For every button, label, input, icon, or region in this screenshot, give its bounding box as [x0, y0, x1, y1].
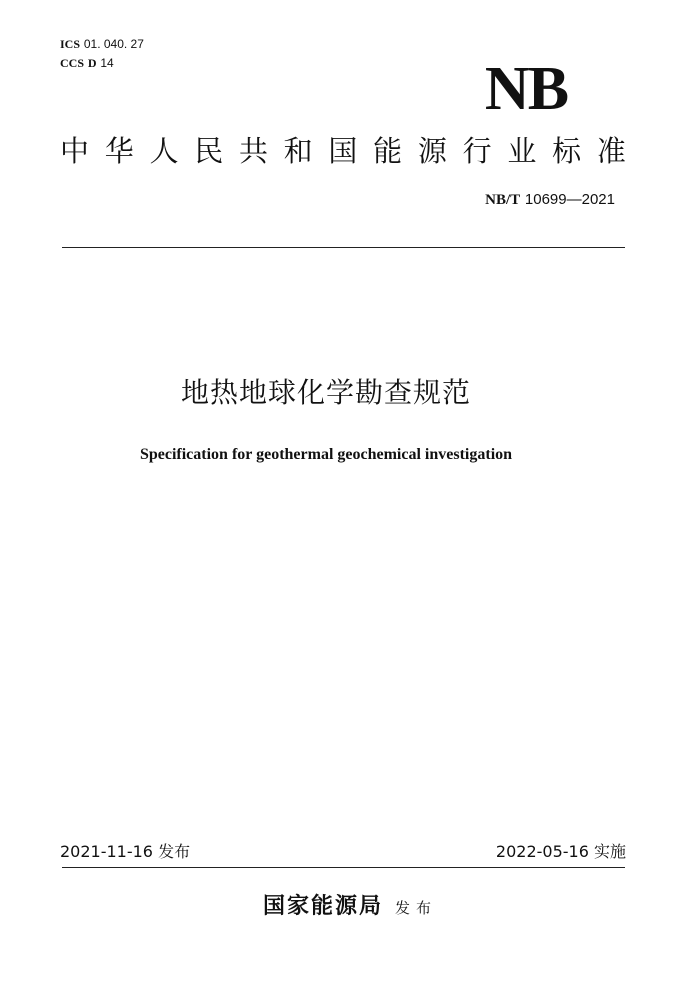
standard-number	[485, 190, 615, 209]
document-title-chinese: 地热地球化学勘查规范	[180, 376, 471, 409]
document-title-english: Specification for geothermal geochemical investigation	[139, 446, 513, 463]
issue-date: 2021-11-16 发布	[60, 842, 191, 861]
standard-type-char: 人	[149, 134, 179, 168]
publisher-action: 发布	[395, 899, 438, 917]
ics-label: ICS	[60, 37, 81, 51]
implementation-date: 2022-05-16 实施	[495, 842, 626, 861]
standard-type-char: 和	[283, 134, 313, 168]
standard-type-title	[60, 133, 626, 169]
ics-value: 01. 040. 27	[83, 37, 144, 51]
publisher-line	[0, 893, 700, 922]
standard-type-char: 华	[104, 134, 134, 168]
standard-type-char: 共	[238, 134, 268, 168]
standard-type-char: 行	[462, 134, 492, 168]
standard-number-prefix: NB/T	[485, 192, 521, 208]
standard-type-char: 标	[552, 134, 582, 168]
publisher-organization: 国家能源局	[262, 894, 383, 919]
ccs-label: CCS	[60, 56, 85, 70]
standard-type-char: 中	[60, 134, 90, 168]
ccs-code	[60, 56, 114, 70]
nb-logo: NB	[484, 55, 568, 123]
ics-code	[60, 37, 144, 51]
bottom-divider	[62, 867, 625, 868]
ccs-value-letter: D	[87, 56, 97, 70]
standard-type-char: 准	[596, 134, 626, 168]
top-divider	[62, 247, 625, 248]
standard-type-char: 源	[417, 134, 447, 168]
standard-type-char: 国	[328, 134, 358, 168]
standard-type-char: 业	[507, 134, 537, 168]
ccs-value: 14	[100, 56, 114, 70]
standard-number-value: 10699—2021	[524, 191, 615, 208]
standard-type-char: 民	[194, 134, 224, 168]
standard-type-char: 能	[373, 134, 403, 168]
